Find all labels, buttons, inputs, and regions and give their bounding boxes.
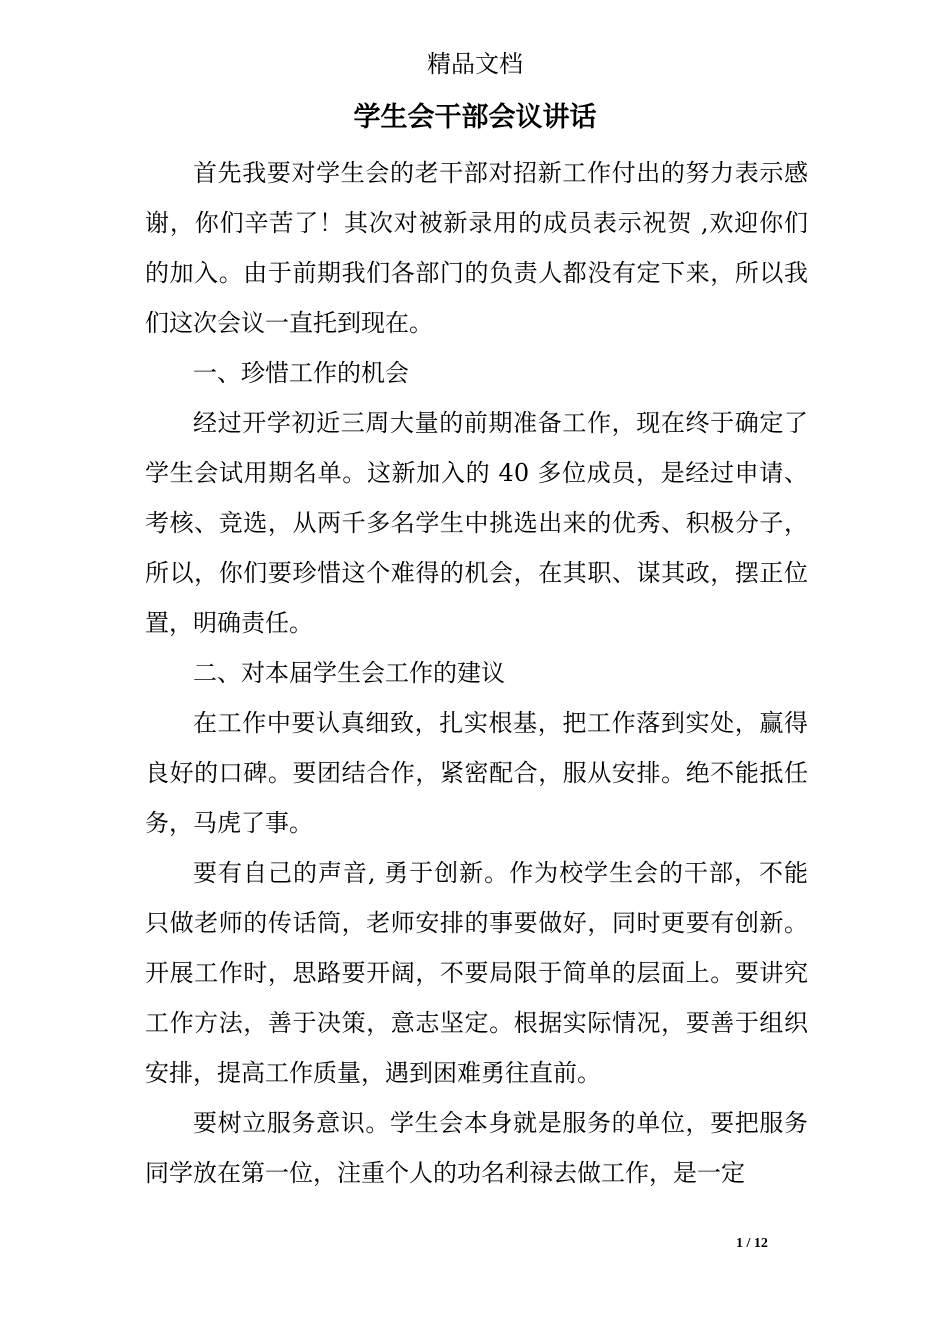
paragraph-intro: 首先我要对学生会的老干部对招新工作付出的努力表示感谢，你们辛苦了！其次对被新录用的成员表示祝贺 ,欢迎你们的加入。由于前期我们各部门的负责人都没有定下来，所以我们这次会议一直托到现在。 [145, 159, 808, 337]
section-heading-2: 二、对本届学生会工作的建议 [193, 659, 505, 687]
section-heading-1: 一、珍惜工作的机会 [193, 359, 409, 387]
paragraph-suggestion-2: 要有自己的声音, 勇于创新。作为校学生会的干部，不能只做老师的传话筒，老师安排的事要做好，同时更要有创新。开展工作时，思路要开阔，不要局限于简单的层面上。要讲究工作方法，善于决策，意志坚定。根据实际情况，要善于组织安排，提高工作质量，遇到困难勇往直前。 [145, 859, 808, 1087]
paragraph-suggestion-1: 在工作中要认真细致，扎实根基，把工作落到实处，赢得良好的口碑。要团结合作，紧密配合，服从安排。绝不能抵任务，马虎了事。 [145, 709, 808, 837]
page-number: 1 / 12 [736, 1236, 768, 1251]
document-header: 精品文档 [427, 50, 523, 78]
paragraph-section-1: 经过开学初近三周大量的前期准备工作，现在终于确定了学生会试用期名单。这新加入的 40 多位成员，是经过申请、考核、竞选，从两千多名学生中挑选出来的优秀、积极分子，所以，你们要珍惜这个难得的机会，在其职、谋其政，摆正位置，明确责任。 [145, 409, 808, 637]
document-body [145, 148, 808, 1198]
document-title: 学生会干部会议讲话 [353, 102, 597, 133]
paragraph-suggestion-3: 要树立服务意识。学生会本身就是服务的单位，要把服务同学放在第一位，注重个人的功名利禄去做工作，是一定 [145, 1109, 808, 1187]
